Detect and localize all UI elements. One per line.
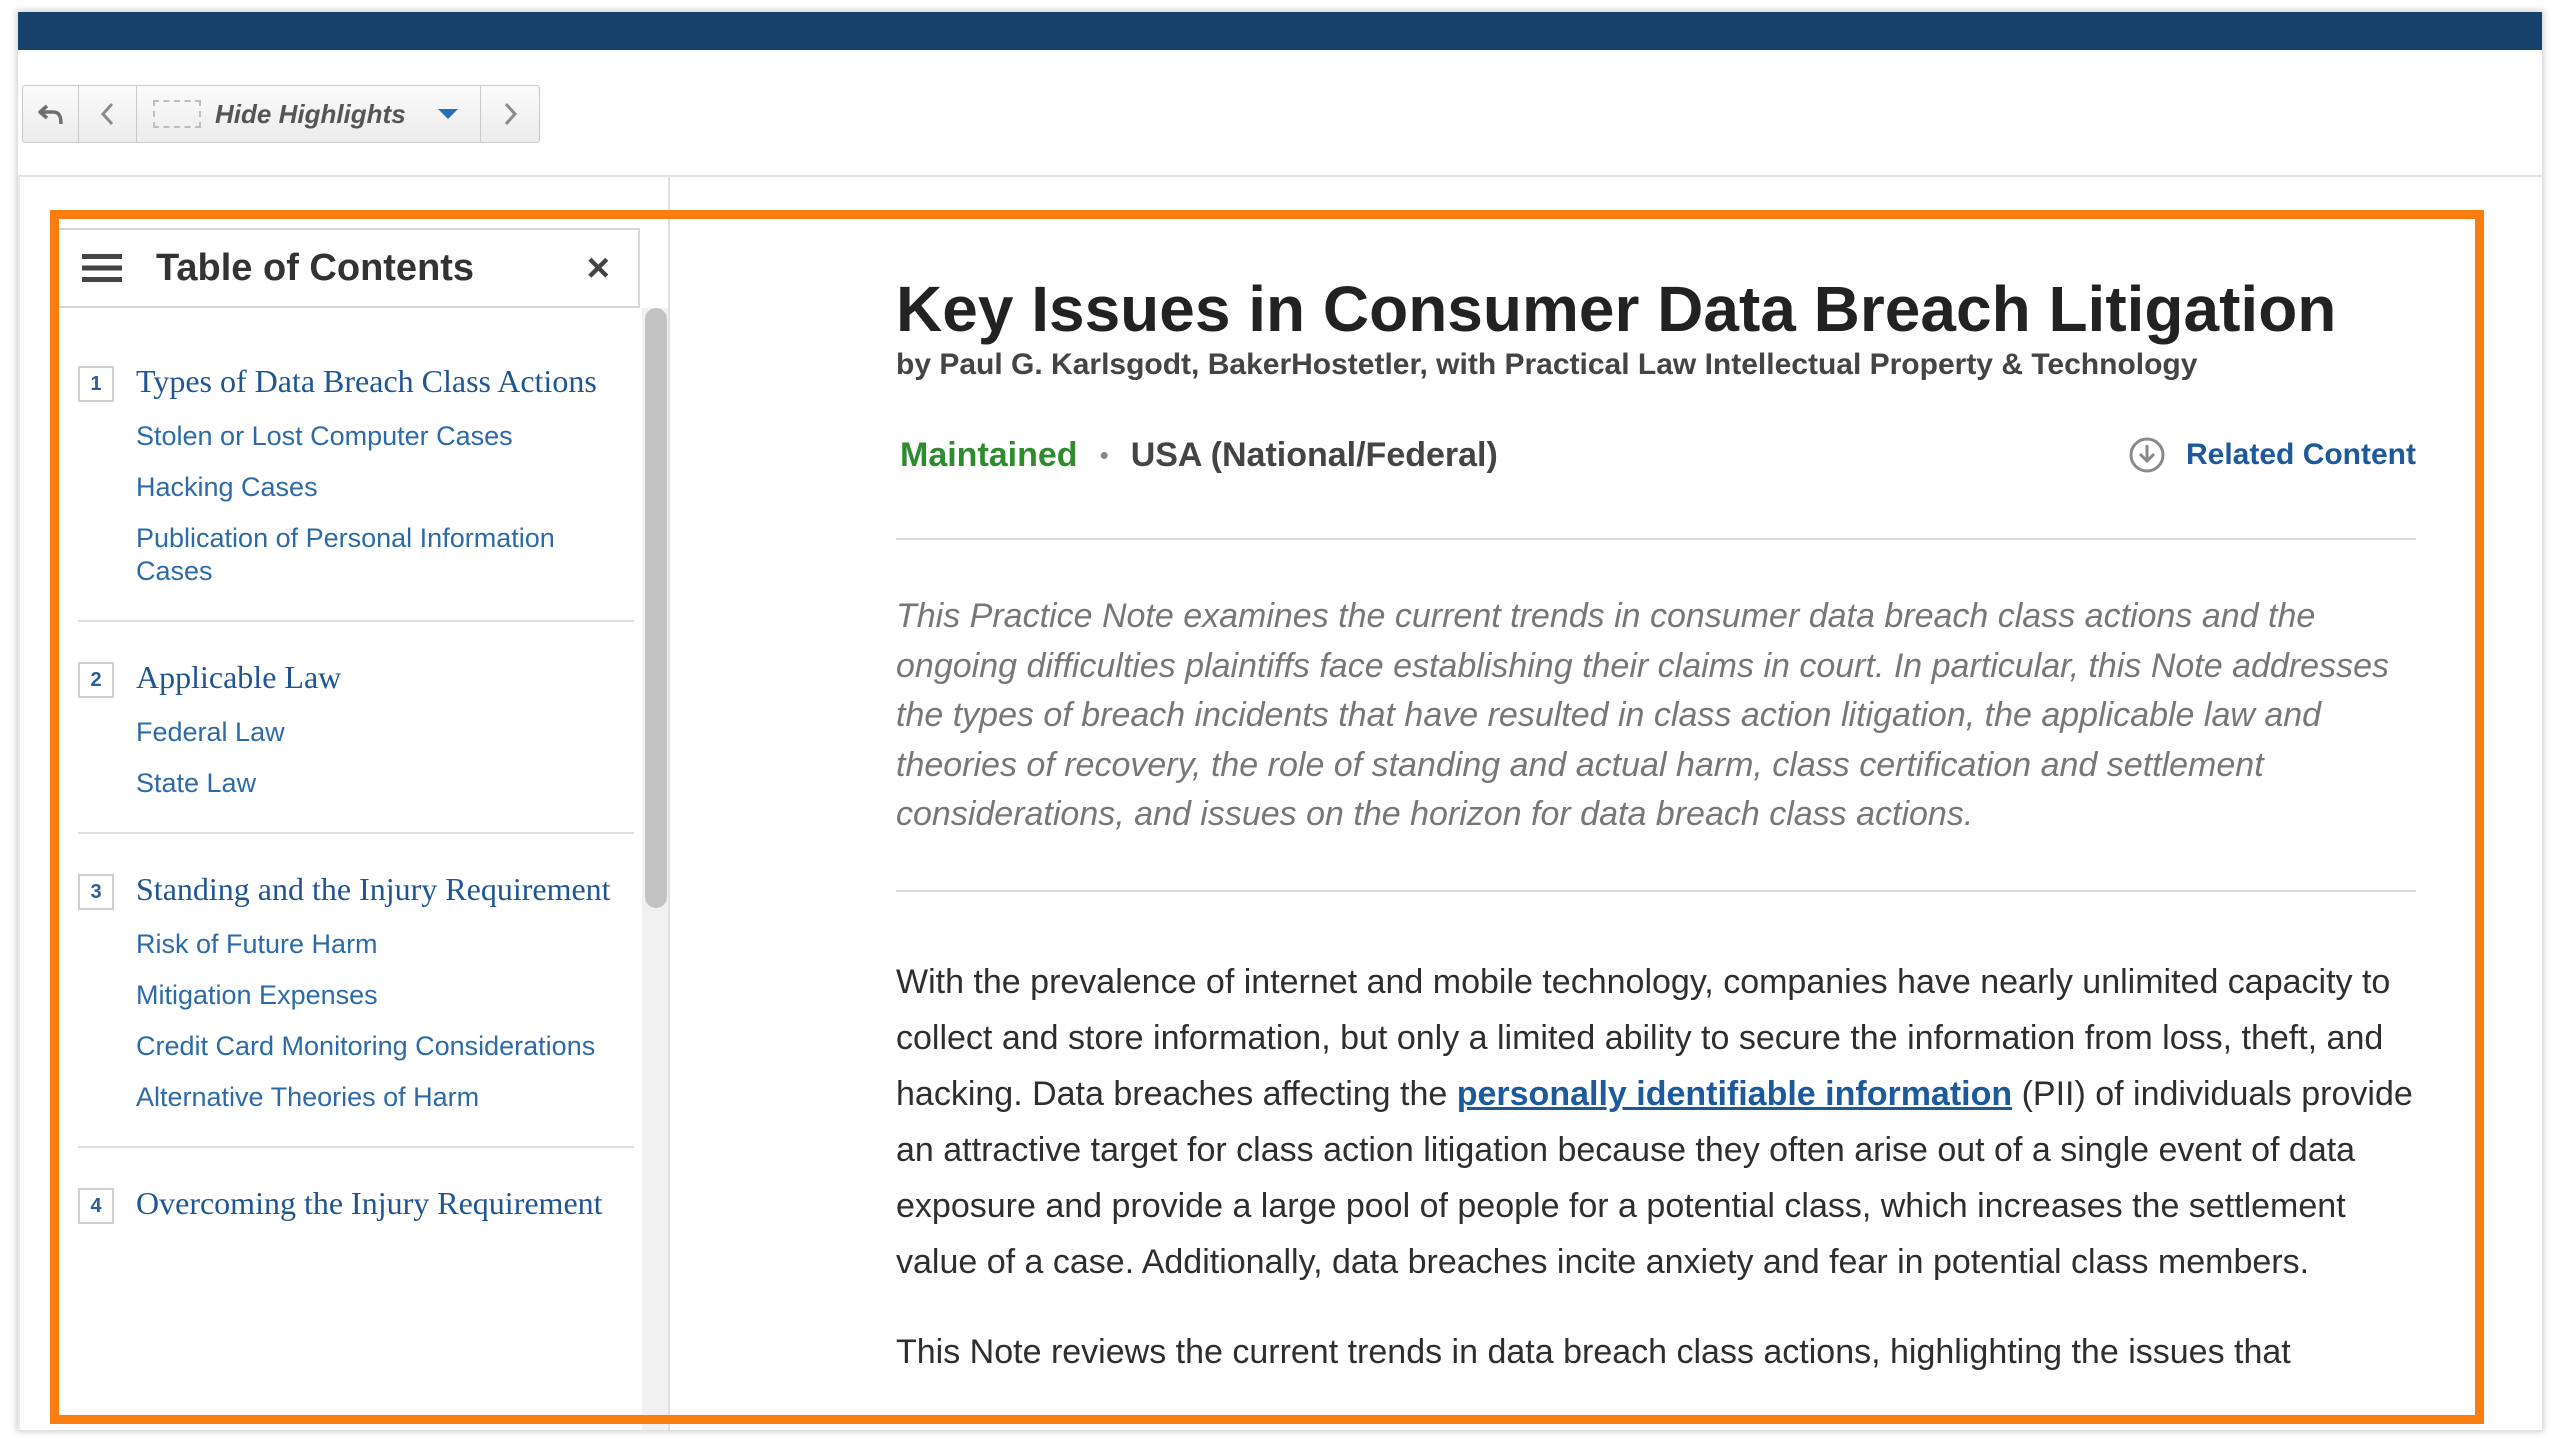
toc-section (78, 1184, 634, 1256)
divider (896, 538, 2416, 540)
close-icon[interactable]: × (586, 246, 610, 290)
toc-subsection-link[interactable]: Hacking Cases (136, 472, 318, 502)
toc-subsection-link[interactable]: Federal Law (136, 717, 285, 747)
highlights-dropdown[interactable] (137, 86, 481, 142)
highlights-label: Hide Highlights (215, 98, 406, 129)
document-abstract: This Practice Note examines the current trends in consumer data breach class actions and the ongoing difficulties plaintiffs face establishing their claims in court. In particular, this Note addresses the types of breach incidents that have resulted in class action litigation, the applicable law and theories of recovery, the role of standing and actual harm, class certification and settlement considerations, and issues on the horizon for data breach class actions. (896, 597, 2389, 833)
document-meta (896, 430, 2416, 480)
sidebar-divider (668, 177, 670, 1430)
toc-section-header (78, 658, 634, 698)
forward-button[interactable] (481, 86, 539, 142)
toc-section-link[interactable]: Types of Data Breach Class Actions (136, 363, 597, 399)
toc-subsection-link[interactable]: State Law (136, 768, 257, 798)
pii-link[interactable]: personally identifiable information (1456, 1074, 2013, 1113)
section-number-badge: 3 (78, 874, 114, 910)
toc-section-link[interactable]: Overcoming the Injury Requirement (136, 1185, 603, 1221)
toc-title: Table of Contents (156, 246, 475, 289)
top-bar (18, 12, 2542, 50)
section-number-badge: 4 (78, 1188, 114, 1224)
body-text-segment: With the prevalence of internet and mobile technology, companies have nearly unlimited capacity to collect and store information, but only a limited ability to secure the information from loss, theft, and hacking. Data breaches affecting the (896, 962, 2391, 1113)
toc-section (78, 870, 634, 1148)
toc-header (56, 228, 640, 308)
related-content-link[interactable] (2128, 436, 2416, 474)
toc-subsection-link[interactable]: Publication of Personal Information Cases (136, 523, 555, 586)
app-window (18, 12, 2542, 1430)
body-paragraph (896, 954, 2416, 1290)
toc-list (78, 362, 634, 1292)
undo-icon (37, 100, 65, 128)
toc-subsection-link[interactable]: Mitigation Expenses (136, 980, 378, 1010)
toc-subsection-link[interactable]: Alternative Theories of Harm (136, 1082, 480, 1112)
toc-section-header (78, 870, 634, 910)
toc-section (78, 362, 634, 622)
status-badge: Maintained (900, 435, 1078, 474)
divider (896, 890, 2416, 892)
menu-icon[interactable] (82, 253, 122, 283)
toc-section-link[interactable]: Applicable Law (136, 659, 342, 695)
toc-section-header (78, 1184, 634, 1224)
body-paragraph: This Note reviews the current trends in data breach class actions, highlighting the issues that (896, 1332, 2291, 1371)
highlight-swatch-icon (153, 100, 201, 128)
download-circle-icon (2128, 436, 2166, 474)
section-number-badge: 1 (78, 366, 114, 402)
meta-separator: • (1099, 439, 1109, 470)
toc-section-link[interactable]: Standing and the Injury Requirement (136, 871, 611, 907)
toc-section-header (78, 362, 634, 402)
chevron-left-icon (99, 101, 117, 127)
toc-scrollbar-thumb[interactable] (645, 308, 667, 908)
undo-button[interactable] (23, 86, 79, 142)
document-byline: by Paul G. Karlsgodt, BakerHostetler, with Practical Law Intellectual Property & Technology (896, 348, 2198, 381)
toolbar (22, 85, 540, 143)
jurisdiction-label: USA (National/Federal) (1130, 435, 1498, 474)
body-text-segment: (PII) of individuals provide an attractive target for class action litigation because they often arise out of a single event of data exposure and provide a large pool of people for a potential class, which increases the settlement value of a case. Additionally, data breaches incite anxiety and fear in potential class members. (896, 1074, 2413, 1281)
toc-subsection-link[interactable]: Risk of Future Harm (136, 929, 378, 959)
header-divider (18, 175, 2542, 177)
related-content-label: Related Content (2185, 438, 2416, 471)
document-title: Key Issues in Consumer Data Breach Litigation (896, 273, 2337, 345)
sidebar-edge (18, 177, 20, 1430)
toc-section (78, 658, 634, 834)
toc-subsection-link[interactable]: Credit Card Monitoring Considerations (136, 1031, 596, 1061)
document-content (896, 272, 2416, 1380)
back-button[interactable] (79, 86, 137, 142)
section-number-badge: 2 (78, 662, 114, 698)
caret-down-icon (438, 109, 458, 119)
chevron-right-icon (501, 101, 519, 127)
toc-subsection-link[interactable]: Stolen or Lost Computer Cases (136, 421, 513, 451)
